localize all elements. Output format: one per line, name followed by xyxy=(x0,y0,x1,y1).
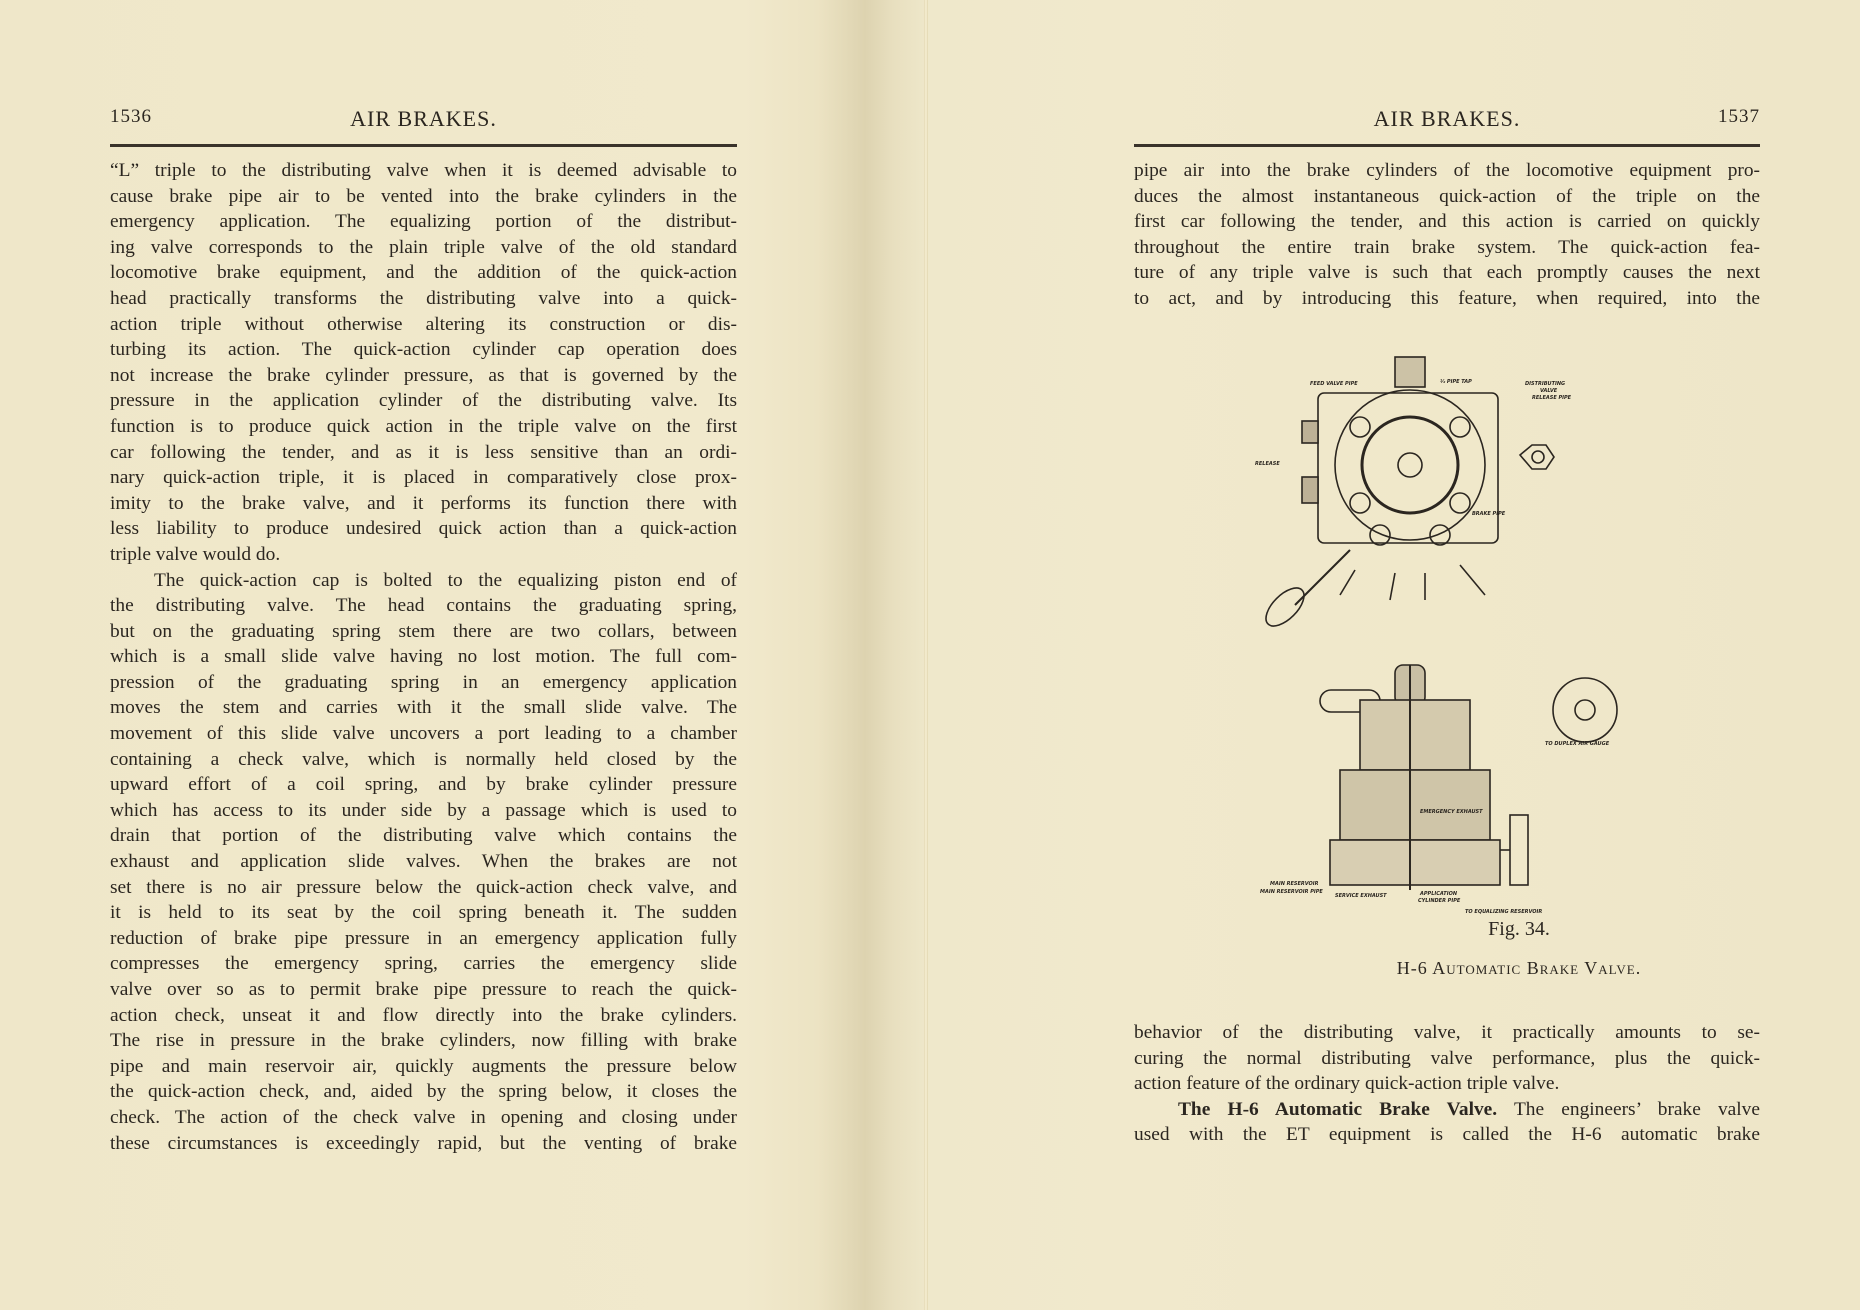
label-release: RELEASE xyxy=(1255,461,1280,467)
text-line: imity to the brake valve, and it performs its function there with xyxy=(110,492,737,514)
text-line: movement of this slide valve uncovers a port leading to a chamber xyxy=(110,723,737,745)
label-emergency-exhaust: EMERGENCY EXHAUST xyxy=(1420,809,1483,815)
label-feed-valve-pipe: FEED VALVE PIPE xyxy=(1310,381,1358,387)
text-line: locomotive brake equipment, and the addition of the quick-action xyxy=(110,262,737,284)
text-line: triple valve would do. xyxy=(110,543,281,565)
text-line: first car following the tender, and this action is carried on quickly xyxy=(1134,211,1760,233)
running-head: AIR BRAKES. xyxy=(1373,106,1521,131)
text-line: less liability to produce undesired quick action than a quick-action xyxy=(110,518,737,540)
page-number: 1536 xyxy=(110,106,152,127)
text-line: duces the almost instantaneous quick-action of the triple on the xyxy=(1134,185,1760,207)
text-line: which has access to its under side by a passage which is used to xyxy=(110,799,737,821)
text-line: the distributing valve. The head contains the graduating spring, xyxy=(110,595,737,617)
text-line: function is to produce quick action in the triple valve on the first xyxy=(110,415,737,437)
header-rule xyxy=(1134,144,1760,147)
text-line: check. The action of the check valve in opening and closing under xyxy=(110,1106,737,1128)
text-line: throughout the entire train brake system. The quick-action fea- xyxy=(1134,236,1760,258)
text-line: to act, and by introducing this feature, when required, into the xyxy=(1134,287,1760,309)
label-to-duplex-air-gauge: TO DUPLEX AIR GAUGE xyxy=(1545,741,1610,747)
text-line: action check, unseat it and flow directly into the brake cylinders. xyxy=(110,1004,737,1026)
text-line: nary quick-action triple, it is placed in comparatively close prox- xyxy=(110,467,737,489)
section-heading: The H-6 Automatic Brake Valve. xyxy=(1178,1098,1498,1120)
text-line: upward effort of a coil spring, and by brake cylinder pressure xyxy=(110,774,737,796)
text-line: cause brake pipe air to be vented into the brake cylinders in the xyxy=(110,185,737,207)
label-pipe-tap: ½ PIPE TAP xyxy=(1440,379,1472,385)
label-main-reservoir: MAIN RESERVOIR xyxy=(1270,881,1319,887)
page-number: 1537 xyxy=(1718,106,1760,127)
running-head: AIR BRAKES. xyxy=(350,106,497,131)
text-line: emergency application. The equalizing portion of the distribut- xyxy=(110,211,737,233)
label-application: APPLICATION xyxy=(1420,891,1458,897)
text-line: The rise in pressure in the brake cylinders, now filling with brake xyxy=(110,1030,737,1052)
label-valve: VALVE xyxy=(1540,388,1558,394)
text-line: pression of the graduating spring in an emergency application xyxy=(110,671,737,693)
figure-title: H-6 Automatic Brake Valve. xyxy=(1396,958,1642,978)
text-line: the quick-action check, and, aided by the spring below, it closes the xyxy=(110,1081,737,1103)
text-line: not increase the brake cylinder pressure, as that is governed by the xyxy=(110,364,737,386)
text-line: pipe and main reservoir air, quickly augments the pressure below xyxy=(110,1055,737,1077)
label-to-equalizing-reservoir: TO EQUALIZING RESERVOIR xyxy=(1465,909,1543,915)
text-line: “L” triple to the distributing valve when it is deemed advisable to xyxy=(110,160,737,181)
text-line: exhaust and application slide valves. When the brakes are not xyxy=(110,851,737,873)
right-page-header xyxy=(1134,106,1760,136)
text-line: set there is no air pressure below the quick-action check valve, and xyxy=(110,876,737,898)
left-page-header xyxy=(110,106,737,136)
left-page xyxy=(0,0,925,1310)
text-line: but on the graduating spring stem there are two collars, between xyxy=(110,620,737,642)
text-line: action feature of the ordinary quick-action triple valve. xyxy=(1134,1073,1560,1095)
text-line: compresses the emergency spring, carries the emergency slide xyxy=(110,953,737,975)
text-line: curing the normal distributing valve performance, plus the quick- xyxy=(1134,1047,1760,1069)
text-run: The engineers’ brake valve xyxy=(1497,1098,1760,1120)
label-release-pipe: RELEASE PIPE xyxy=(1532,395,1572,401)
text-line: ture of any triple valve is such that each promptly causes the next xyxy=(1134,262,1760,284)
text-line: head practically transforms the distributing valve into a quick- xyxy=(110,287,737,309)
text-line: action triple without otherwise altering its construction or dis- xyxy=(110,313,737,335)
text-line: which is a small slide valve having no lost motion. The full com- xyxy=(110,646,737,668)
header-rule xyxy=(110,144,737,147)
text-line: turbing its action. The quick-action cylinder cap operation does xyxy=(110,339,737,361)
figure-number: Fig. 34. xyxy=(1488,918,1550,940)
text-line: these circumstances is exceedingly rapid, but the venting of brake xyxy=(110,1132,737,1154)
paragraph-start: The quick-action cap is bolted to the equalizing piston end of xyxy=(154,569,737,591)
label-distributing: DISTRIBUTING xyxy=(1525,381,1566,387)
text-line: car following the tender, and as it is less sensitive than an ordi- xyxy=(110,441,737,463)
right-page-body-bottom xyxy=(1134,1020,1760,1148)
text-line: pressure in the application cylinder of the distributing valve. Its xyxy=(110,390,737,412)
left-page-body xyxy=(110,158,737,1156)
text-line: it is held to its seat by the coil spring beneath it. The sudden xyxy=(110,902,737,924)
text-line: containing a check valve, which is normally held closed by the xyxy=(110,748,737,770)
text-line: reduction of brake pipe pressure in an emergency application fully xyxy=(110,927,737,949)
text-line: valve over so as to permit brake pipe pressure to reach the quick- xyxy=(110,979,737,1000)
text-line: ing valve corresponds to the plain triple valve of the old standard xyxy=(110,236,737,258)
brake-valve-figure xyxy=(1240,345,1710,915)
label-cylinder-pipe: CYLINDER PIPE xyxy=(1418,898,1461,904)
text-line: drain that portion of the distributing valve which contains the xyxy=(110,825,737,847)
text-line: pipe air into the brake cylinders of the locomotive equipment pro- xyxy=(1134,160,1760,181)
text-line: moves the stem and carries with it the small slide valve. The xyxy=(110,697,737,719)
text-line: used with the ET equipment is called the H-6 automatic brake xyxy=(1134,1124,1760,1146)
label-brake-pipe: BRAKE PIPE xyxy=(1472,511,1506,517)
section-heading-line xyxy=(1134,1097,1760,1123)
label-main-reservoir-pipe: MAIN RESERVOIR PIPE xyxy=(1260,889,1323,895)
right-page-body-top xyxy=(1134,158,1760,312)
label-service-exhaust: SERVICE EXHAUST xyxy=(1335,893,1387,899)
text-line: behavior of the distributing valve, it practically amounts to se- xyxy=(1134,1022,1760,1043)
